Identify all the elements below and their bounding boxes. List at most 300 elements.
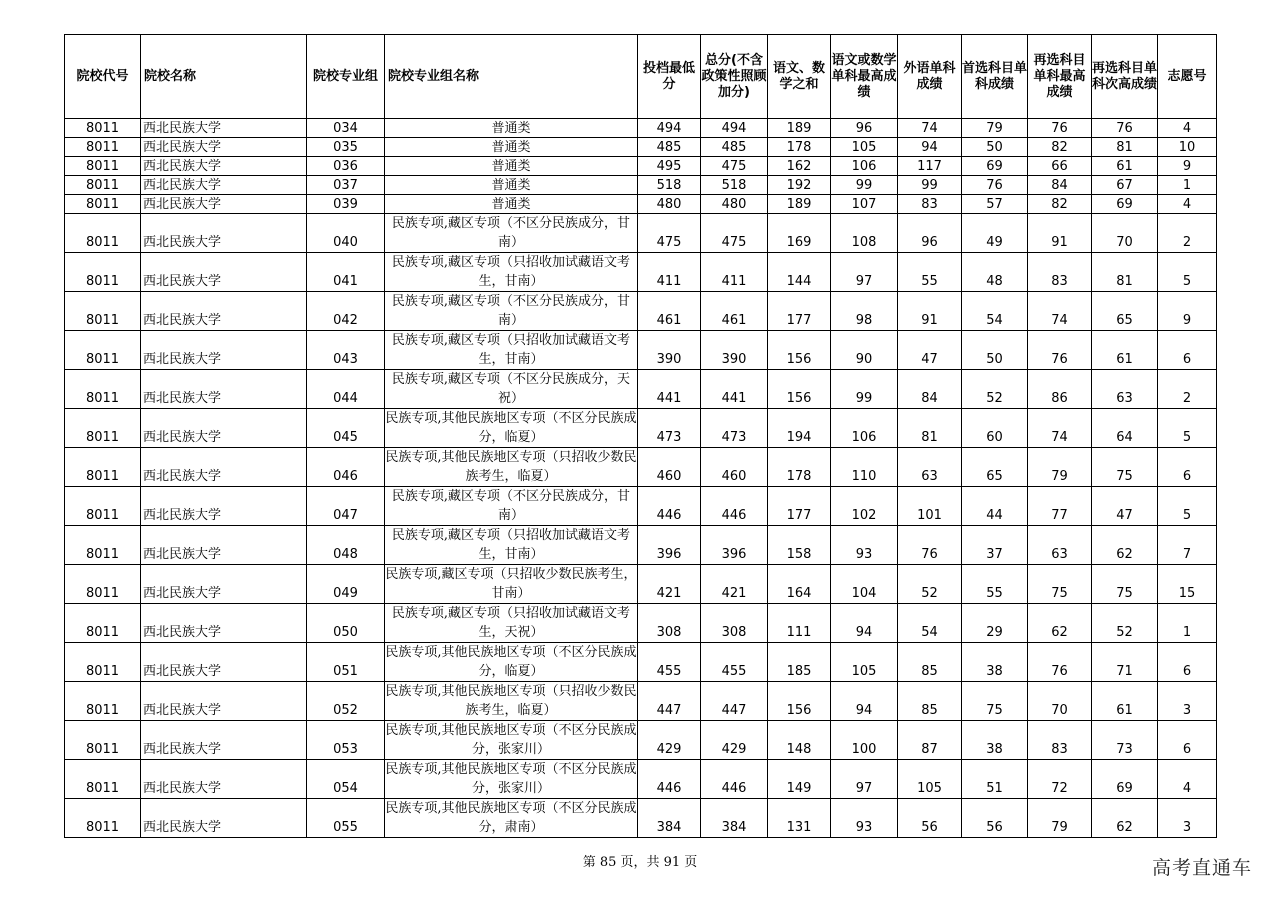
cell-group-name: 民族专项,藏区专项（只招收加试藏语文考生，天祝） [385,604,638,643]
cell-reselect-second: 61 [1092,331,1158,370]
cell-reselect-max: 74 [1028,292,1092,331]
cell-chinese-math-max: 96 [831,119,898,138]
cell-school-code: 8011 [65,526,141,565]
cell-school-code: 8011 [65,682,141,721]
cell-group-code: 043 [307,331,385,370]
header-school-name: 院校名称 [141,35,307,119]
cell-chinese-math-max: 110 [831,448,898,487]
cell-foreign-language: 76 [898,526,962,565]
cell-foreign-language: 85 [898,682,962,721]
cell-reselect-max: 82 [1028,138,1092,157]
cell-total-score: 308 [701,604,768,643]
table-row [65,721,1217,760]
cell-reselect-second: 64 [1092,409,1158,448]
cell-group-code: 046 [307,448,385,487]
cell-reselect-second: 73 [1092,721,1158,760]
cell-min-score: 429 [638,721,701,760]
cell-school-name: 西北民族大学 [141,448,307,487]
cell-foreign-language: 81 [898,409,962,448]
header-school-code: 院校代号 [65,35,141,119]
cell-school-code: 8011 [65,721,141,760]
cell-total-score: 384 [701,799,768,838]
cell-reselect-max: 74 [1028,409,1092,448]
cell-foreign-language: 54 [898,604,962,643]
cell-foreign-language: 83 [898,195,962,214]
cell-foreign-language: 63 [898,448,962,487]
table-row [65,214,1217,253]
cell-reselect-max: 76 [1028,119,1092,138]
cell-school-code: 8011 [65,138,141,157]
cell-wish-number: 15 [1158,565,1217,604]
cell-chinese-math-sum: 178 [768,138,831,157]
cell-chinese-math-max: 105 [831,643,898,682]
cell-group-name: 民族专项,藏区专项（不区分民族成分，甘南） [385,292,638,331]
cell-chinese-math-sum: 189 [768,195,831,214]
cell-wish-number: 10 [1158,138,1217,157]
cell-total-score: 494 [701,119,768,138]
cell-foreign-language: 117 [898,157,962,176]
cell-school-name: 西北民族大学 [141,643,307,682]
cell-wish-number: 3 [1158,799,1217,838]
cell-chinese-math-max: 107 [831,195,898,214]
cell-chinese-math-max: 97 [831,253,898,292]
table-body [65,119,1217,838]
watermark-text: 高考直通车 [1151,857,1252,879]
cell-group-name: 民族专项,藏区专项（只招收加试藏语文考生，甘南） [385,253,638,292]
cell-group-code: 039 [307,195,385,214]
cell-min-score: 441 [638,370,701,409]
header-major-group: 院校专业组 [307,35,385,119]
cell-wish-number: 6 [1158,448,1217,487]
table-header-row [65,35,1217,119]
table-row [65,370,1217,409]
cell-group-code: 055 [307,799,385,838]
cell-reselect-max: 91 [1028,214,1092,253]
cell-wish-number: 2 [1158,370,1217,409]
cell-chinese-math-sum: 144 [768,253,831,292]
cell-group-name: 民族专项,其他民族地区专项（只招收少数民族考生，临夏） [385,448,638,487]
cell-wish-number: 4 [1158,119,1217,138]
cell-school-code: 8011 [65,409,141,448]
cell-min-score: 485 [638,138,701,157]
cell-chinese-math-sum: 177 [768,292,831,331]
cell-school-code: 8011 [65,487,141,526]
table-row [65,253,1217,292]
cell-chinese-math-max: 105 [831,138,898,157]
cell-total-score: 473 [701,409,768,448]
cell-wish-number: 6 [1158,331,1217,370]
cell-school-name: 西北民族大学 [141,119,307,138]
cell-group-code: 049 [307,565,385,604]
cell-foreign-language: 56 [898,799,962,838]
cell-first-subject: 38 [962,721,1028,760]
cell-wish-number: 5 [1158,253,1217,292]
cell-reselect-max: 79 [1028,799,1092,838]
cell-foreign-language: 85 [898,643,962,682]
cell-chinese-math-sum: 149 [768,760,831,799]
cell-school-code: 8011 [65,760,141,799]
cell-first-subject: 44 [962,487,1028,526]
cell-reselect-max: 63 [1028,526,1092,565]
cell-reselect-max: 83 [1028,721,1092,760]
cell-group-code: 042 [307,292,385,331]
table-row [65,409,1217,448]
cell-min-score: 518 [638,176,701,195]
cell-wish-number: 9 [1158,157,1217,176]
cell-chinese-math-max: 98 [831,292,898,331]
cell-school-name: 西北民族大学 [141,292,307,331]
cell-total-score: 480 [701,195,768,214]
cell-chinese-math-max: 93 [831,799,898,838]
table-row [65,565,1217,604]
cell-min-score: 390 [638,331,701,370]
cell-first-subject: 50 [962,138,1028,157]
cell-min-score: 494 [638,119,701,138]
cell-reselect-max: 77 [1028,487,1092,526]
cell-min-score: 396 [638,526,701,565]
cell-reselect-max: 86 [1028,370,1092,409]
cell-reselect-second: 71 [1092,643,1158,682]
cell-group-name: 普通类 [385,138,638,157]
cell-first-subject: 37 [962,526,1028,565]
cell-school-name: 西北民族大学 [141,214,307,253]
cell-wish-number: 5 [1158,487,1217,526]
header-min-score: 投档最低分 [638,35,701,119]
cell-school-code: 8011 [65,214,141,253]
cell-school-name: 西北民族大学 [141,195,307,214]
cell-foreign-language: 87 [898,721,962,760]
cell-min-score: 421 [638,565,701,604]
cell-chinese-math-sum: 192 [768,176,831,195]
cell-reselect-second: 67 [1092,176,1158,195]
cell-min-score: 447 [638,682,701,721]
cell-reselect-second: 62 [1092,526,1158,565]
cell-reselect-max: 76 [1028,331,1092,370]
cell-total-score: 461 [701,292,768,331]
cell-reselect-second: 65 [1092,292,1158,331]
cell-wish-number: 2 [1158,214,1217,253]
cell-reselect-max: 75 [1028,565,1092,604]
cell-reselect-second: 63 [1092,370,1158,409]
header-first-subject: 首选科目单科成绩 [962,35,1028,119]
cell-school-code: 8011 [65,799,141,838]
cell-foreign-language: 101 [898,487,962,526]
cell-group-code: 035 [307,138,385,157]
cell-wish-number: 3 [1158,682,1217,721]
cell-school-name: 西北民族大学 [141,409,307,448]
table-row [65,157,1217,176]
cell-wish-number: 5 [1158,409,1217,448]
cell-chinese-math-max: 104 [831,565,898,604]
cell-group-name: 民族专项,藏区专项（只招收少数民族考生，甘南） [385,565,638,604]
cell-first-subject: 69 [962,157,1028,176]
table-row [65,331,1217,370]
cell-school-name: 西北民族大学 [141,176,307,195]
cell-chinese-math-sum: 148 [768,721,831,760]
cell-reselect-second: 61 [1092,157,1158,176]
cell-group-code: 054 [307,760,385,799]
cell-min-score: 495 [638,157,701,176]
cell-first-subject: 50 [962,331,1028,370]
cell-chinese-math-max: 108 [831,214,898,253]
table-row [65,604,1217,643]
cell-chinese-math-sum: 156 [768,331,831,370]
cell-group-code: 051 [307,643,385,682]
cell-chinese-math-max: 94 [831,682,898,721]
cell-school-name: 西北民族大学 [141,138,307,157]
cell-school-code: 8011 [65,292,141,331]
cell-reselect-max: 79 [1028,448,1092,487]
cell-chinese-math-sum: 178 [768,448,831,487]
cell-chinese-math-sum: 177 [768,487,831,526]
cell-group-name: 普通类 [385,176,638,195]
cell-first-subject: 65 [962,448,1028,487]
cell-total-score: 455 [701,643,768,682]
cell-first-subject: 52 [962,370,1028,409]
cell-chinese-math-max: 94 [831,604,898,643]
cell-group-code: 048 [307,526,385,565]
cell-reselect-max: 66 [1028,157,1092,176]
cell-school-name: 西北民族大学 [141,370,307,409]
cell-total-score: 475 [701,214,768,253]
cell-min-score: 384 [638,799,701,838]
cell-reselect-second: 69 [1092,760,1158,799]
table-row [65,487,1217,526]
cell-chinese-math-sum: 111 [768,604,831,643]
cell-foreign-language: 47 [898,331,962,370]
cell-min-score: 455 [638,643,701,682]
table-row [65,643,1217,682]
cell-reselect-second: 52 [1092,604,1158,643]
table-row [65,176,1217,195]
cell-foreign-language: 94 [898,138,962,157]
cell-school-name: 西北民族大学 [141,331,307,370]
cell-school-code: 8011 [65,370,141,409]
cell-school-code: 8011 [65,253,141,292]
table-row [65,292,1217,331]
cell-first-subject: 38 [962,643,1028,682]
cell-group-code: 053 [307,721,385,760]
cell-reselect-second: 69 [1092,195,1158,214]
cell-chinese-math-sum: 156 [768,370,831,409]
cell-total-score: 429 [701,721,768,760]
cell-group-code: 036 [307,157,385,176]
cell-min-score: 460 [638,448,701,487]
cell-min-score: 473 [638,409,701,448]
cell-chinese-math-max: 93 [831,526,898,565]
cell-group-name: 民族专项,其他民族地区专项（只招收少数民族考生，临夏） [385,682,638,721]
cell-group-name: 普通类 [385,195,638,214]
cell-foreign-language: 74 [898,119,962,138]
cell-school-code: 8011 [65,119,141,138]
cell-total-score: 411 [701,253,768,292]
table-row [65,138,1217,157]
cell-first-subject: 54 [962,292,1028,331]
cell-chinese-math-max: 97 [831,760,898,799]
cell-school-name: 西北民族大学 [141,157,307,176]
cell-group-name: 民族专项,其他民族地区专项（不区分民族成分，肃南） [385,799,638,838]
cell-chinese-math-max: 90 [831,331,898,370]
cell-school-name: 西北民族大学 [141,526,307,565]
table-row [65,119,1217,138]
cell-school-name: 西北民族大学 [141,253,307,292]
cell-group-name: 民族专项,其他民族地区专项（不区分民族成分，临夏） [385,643,638,682]
cell-group-code: 047 [307,487,385,526]
cell-min-score: 411 [638,253,701,292]
cell-chinese-math-sum: 185 [768,643,831,682]
cell-chinese-math-sum: 162 [768,157,831,176]
cell-chinese-math-max: 100 [831,721,898,760]
cell-school-name: 西北民族大学 [141,760,307,799]
cell-reselect-max: 62 [1028,604,1092,643]
cell-total-score: 460 [701,448,768,487]
cell-first-subject: 49 [962,214,1028,253]
table-row [65,448,1217,487]
cell-chinese-math-sum: 169 [768,214,831,253]
cell-reselect-max: 72 [1028,760,1092,799]
cell-reselect-second: 76 [1092,119,1158,138]
header-reselect-second: 再选科目单科次高成绩 [1092,35,1158,119]
cell-first-subject: 60 [962,409,1028,448]
cell-total-score: 447 [701,682,768,721]
cell-chinese-math-sum: 131 [768,799,831,838]
cell-first-subject: 76 [962,176,1028,195]
cell-school-name: 西北民族大学 [141,682,307,721]
cell-school-code: 8011 [65,331,141,370]
cell-group-code: 037 [307,176,385,195]
cell-foreign-language: 91 [898,292,962,331]
cell-school-code: 8011 [65,176,141,195]
cell-chinese-math-max: 99 [831,370,898,409]
cell-group-code: 041 [307,253,385,292]
header-total-score: 总分(不含政策性照顾加分) [701,35,768,119]
cell-reselect-second: 75 [1092,565,1158,604]
cell-chinese-math-sum: 158 [768,526,831,565]
header-wish-number: 志愿号 [1158,35,1217,119]
page-number: 第 85 页，共 91 页 [582,855,698,870]
cell-min-score: 446 [638,487,701,526]
cell-group-name: 普通类 [385,157,638,176]
cell-reselect-max: 70 [1028,682,1092,721]
cell-chinese-math-sum: 189 [768,119,831,138]
cell-school-code: 8011 [65,157,141,176]
cell-total-score: 485 [701,138,768,157]
cell-total-score: 396 [701,526,768,565]
cell-foreign-language: 55 [898,253,962,292]
cell-foreign-language: 84 [898,370,962,409]
cell-school-name: 西北民族大学 [141,487,307,526]
cell-foreign-language: 99 [898,176,962,195]
cell-chinese-math-max: 106 [831,409,898,448]
cell-reselect-second: 81 [1092,253,1158,292]
cell-school-name: 西北民族大学 [141,604,307,643]
cell-group-code: 040 [307,214,385,253]
cell-school-code: 8011 [65,604,141,643]
cell-chinese-math-sum: 194 [768,409,831,448]
cell-reselect-second: 47 [1092,487,1158,526]
cell-group-name: 民族专项,藏区专项（不区分民族成分，甘南） [385,487,638,526]
cell-chinese-math-max: 106 [831,157,898,176]
cell-total-score: 475 [701,157,768,176]
table-row [65,195,1217,214]
header-chinese-math-sum: 语文、数学之和 [768,35,831,119]
cell-min-score: 475 [638,214,701,253]
cell-school-name: 西北民族大学 [141,565,307,604]
cell-total-score: 518 [701,176,768,195]
cell-total-score: 390 [701,331,768,370]
cell-first-subject: 79 [962,119,1028,138]
cell-group-code: 045 [307,409,385,448]
cell-total-score: 446 [701,487,768,526]
cell-first-subject: 51 [962,760,1028,799]
cell-wish-number: 7 [1158,526,1217,565]
cell-chinese-math-max: 102 [831,487,898,526]
cell-reselect-second: 75 [1092,448,1158,487]
cell-first-subject: 29 [962,604,1028,643]
cell-group-code: 034 [307,119,385,138]
cell-wish-number: 1 [1158,604,1217,643]
cell-group-code: 052 [307,682,385,721]
cell-reselect-max: 83 [1028,253,1092,292]
cell-chinese-math-sum: 164 [768,565,831,604]
cell-total-score: 421 [701,565,768,604]
cell-reselect-max: 82 [1028,195,1092,214]
cell-wish-number: 6 [1158,721,1217,760]
cell-wish-number: 9 [1158,292,1217,331]
cell-reselect-second: 61 [1092,682,1158,721]
table-row [65,526,1217,565]
header-reselect-max: 再选科目单科最高成绩 [1028,35,1092,119]
cell-first-subject: 48 [962,253,1028,292]
cell-chinese-math-sum: 156 [768,682,831,721]
cell-reselect-second: 62 [1092,799,1158,838]
cell-chinese-math-max: 99 [831,176,898,195]
cell-first-subject: 56 [962,799,1028,838]
header-foreign-language: 外语单科成绩 [898,35,962,119]
cell-wish-number: 1 [1158,176,1217,195]
cell-group-code: 050 [307,604,385,643]
cell-school-code: 8011 [65,643,141,682]
cell-reselect-second: 81 [1092,138,1158,157]
table-row [65,799,1217,838]
cell-group-name: 民族专项,藏区专项（只招收加试藏语文考生，甘南） [385,526,638,565]
cell-group-name: 民族专项,其他民族地区专项（不区分民族成分，张家川） [385,760,638,799]
cell-school-code: 8011 [65,448,141,487]
header-chinese-math-max: 语文或数学单科最高成绩 [831,35,898,119]
cell-wish-number: 4 [1158,760,1217,799]
cell-foreign-language: 105 [898,760,962,799]
cell-group-code: 044 [307,370,385,409]
cell-foreign-language: 96 [898,214,962,253]
cell-school-code: 8011 [65,565,141,604]
cell-group-name: 民族专项,其他民族地区专项（不区分民族成分，张家川） [385,721,638,760]
cell-reselect-max: 84 [1028,176,1092,195]
table-row [65,760,1217,799]
cell-reselect-second: 70 [1092,214,1158,253]
cell-min-score: 480 [638,195,701,214]
cell-foreign-language: 52 [898,565,962,604]
cell-total-score: 441 [701,370,768,409]
cell-group-name: 普通类 [385,119,638,138]
cell-first-subject: 75 [962,682,1028,721]
cell-wish-number: 4 [1158,195,1217,214]
admission-score-table [64,34,1217,838]
cell-school-code: 8011 [65,195,141,214]
cell-group-name: 民族专项,其他民族地区专项（不区分民族成分，临夏） [385,409,638,448]
cell-min-score: 308 [638,604,701,643]
cell-school-name: 西北民族大学 [141,799,307,838]
cell-min-score: 446 [638,760,701,799]
